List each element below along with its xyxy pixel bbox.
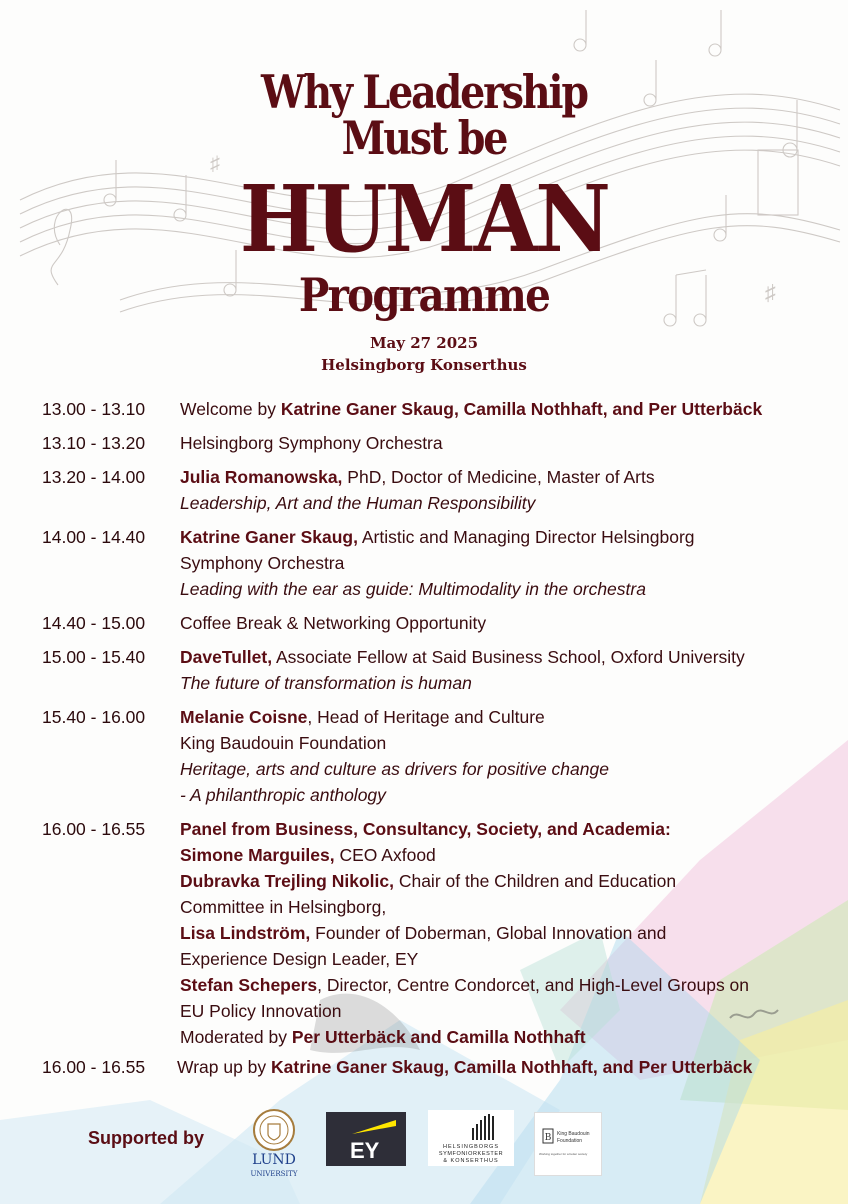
schedule-line xyxy=(180,610,486,636)
schedule-text: CEO Axfood xyxy=(334,845,436,865)
ey-logo xyxy=(326,1112,406,1166)
speaker-name: Julia Romanowska, xyxy=(180,467,343,487)
talk-title: - A philanthropic anthology xyxy=(180,785,386,805)
schedule-line xyxy=(180,1024,586,1050)
lund-university-logo xyxy=(246,1108,302,1180)
schedule-text: Wrap up by xyxy=(177,1057,272,1077)
schedule-line xyxy=(180,816,671,842)
hso-line-2: SYMFONIORKESTER xyxy=(438,1151,504,1157)
schedule-time: 13.20 - 14.00 xyxy=(42,467,146,487)
lund-seal-icon xyxy=(246,1108,302,1180)
schedule-line xyxy=(180,704,545,730)
schedule-text: Symphony Orchestra xyxy=(180,553,345,573)
schedule-line xyxy=(180,972,749,998)
schedule-text: Associate Fellow at Said Business School, Oxford University xyxy=(272,647,745,667)
kbf-crest-icon xyxy=(535,1113,601,1175)
schedule-time: 14.00 - 14.40 xyxy=(42,527,146,547)
schedule-time: 13.00 - 13.10 xyxy=(42,399,146,419)
speaker-name: Katrine Ganer Skaug, Camilla Nothhaft, and Per Utterbäck xyxy=(271,1057,753,1077)
schedule-text: , Head of Heritage and Culture xyxy=(307,707,545,727)
talk-title: Leadership, Art and the Human Responsibility xyxy=(180,493,536,513)
speaker-name: DaveTullet, xyxy=(180,647,273,667)
schedule-line xyxy=(180,396,762,422)
svg-text:♯: ♯ xyxy=(765,280,776,305)
schedule-text: Coffee Break & Networking Opportunity xyxy=(180,613,487,633)
hso-line-3: & KONSERTHUS xyxy=(443,1158,499,1164)
schedule-text: Chair of the Children and Education xyxy=(393,871,677,891)
schedule-text: PhD, Doctor of Medicine, Master of Arts xyxy=(342,467,655,487)
title-programme: Programme xyxy=(298,268,550,322)
schedule-line xyxy=(180,430,443,456)
schedule-line xyxy=(180,756,609,782)
schedule-text: Experience Design Leader, EY xyxy=(180,949,419,969)
schedule-line xyxy=(180,842,436,868)
helsingborg-symphony-logo xyxy=(428,1110,514,1166)
schedule-line xyxy=(180,524,695,550)
svg-text:B: B xyxy=(544,1133,552,1143)
speaker-name: Katrine Ganer Skaug, Camilla Nothhaft, and Per Utterbäck xyxy=(280,399,763,419)
kbf-line-3: Working together for a better society xyxy=(539,1152,588,1156)
schedule-line xyxy=(180,920,666,946)
talk-title: Leading with the ear as guide: Multimodality in the orchestra xyxy=(180,579,646,599)
schedule-time: 15.00 - 15.40 xyxy=(42,647,146,667)
schedule-line xyxy=(180,946,418,972)
schedule-text: Moderated by xyxy=(180,1027,292,1047)
ey-text: EY xyxy=(350,1138,380,1163)
speaker-name: Katrine Ganer Skaug, xyxy=(180,527,358,547)
event-venue: Helsingborg Konserthus xyxy=(321,356,527,374)
schedule-time: 13.10 - 13.20 xyxy=(42,433,146,453)
schedule-text: King Baudouin Foundation xyxy=(180,733,387,753)
schedule-time: 14.40 - 15.00 xyxy=(42,613,146,633)
schedule-text: Helsingborg Symphony Orchestra xyxy=(180,433,443,453)
schedule-line xyxy=(180,550,344,576)
schedule-line xyxy=(180,868,676,894)
schedule-line xyxy=(180,576,646,602)
schedule-line xyxy=(180,644,745,670)
kbf-line-1: King Baudouin xyxy=(557,1131,590,1137)
talk-title: Heritage, arts and culture as drivers for positive change xyxy=(180,759,609,779)
schedule-text: Artistic and Managing Director Helsingborg xyxy=(357,527,695,547)
hso-bars-icon xyxy=(428,1110,514,1166)
hso-line-1: HELSINGBORGS xyxy=(442,1144,500,1150)
schedule-time: 16.00 - 16.55 xyxy=(42,819,146,839)
speaker-name: Lisa Lindström, xyxy=(180,923,311,943)
schedule-line xyxy=(180,894,386,920)
speaker-name: Melanie Coisne xyxy=(180,707,308,727)
speaker-name: Stefan Schepers xyxy=(180,975,318,995)
schedule-line xyxy=(177,1054,752,1080)
svg-text:♯: ♯ xyxy=(210,153,220,175)
ey-mark-icon xyxy=(326,1112,406,1166)
schedule-line xyxy=(180,782,386,808)
schedule-line xyxy=(180,464,655,490)
event-date: May 27 2025 xyxy=(369,334,479,352)
schedule-text: EU Policy Innovation xyxy=(180,1001,342,1021)
title-human: HUMAN xyxy=(239,165,609,273)
schedule-line xyxy=(180,730,386,756)
schedule-text: Welcome by xyxy=(180,399,281,419)
supported-by-label: Supported by xyxy=(88,1128,204,1148)
schedule-text: Committee in Helsingborg, xyxy=(180,897,387,917)
speaker-name: Per Utterbäck and Camilla Nothhaft xyxy=(291,1027,586,1047)
speaker-name: Panel from Business, Consultancy, Society, and Academia: xyxy=(180,819,671,839)
lund-word: LUND xyxy=(252,1152,296,1168)
kbf-line-2: Foundation xyxy=(557,1138,583,1144)
schedule-line xyxy=(180,998,341,1024)
speaker-name: Dubravka Trejling Nikolic, xyxy=(180,871,394,891)
schedule-time: 16.00 - 16.55 xyxy=(42,1057,146,1077)
schedule-text: , Director, Centre Condorcet, and High-Level Groups on xyxy=(317,975,750,995)
talk-title: The future of transformation is human xyxy=(180,673,472,693)
schedule-time: 15.40 - 16.00 xyxy=(42,707,146,727)
speaker-name: Simone Marguiles, xyxy=(180,845,335,865)
schedule-text: Founder of Doberman, Global Innovation and xyxy=(310,923,667,943)
schedule-line xyxy=(180,670,472,696)
king-baudouin-logo xyxy=(534,1112,602,1176)
schedule-line xyxy=(180,490,535,516)
title-line-1: Why Leadership xyxy=(261,65,587,119)
title-line-2: Must be xyxy=(341,111,507,165)
university-word: UNIVERSITY xyxy=(250,1170,298,1178)
